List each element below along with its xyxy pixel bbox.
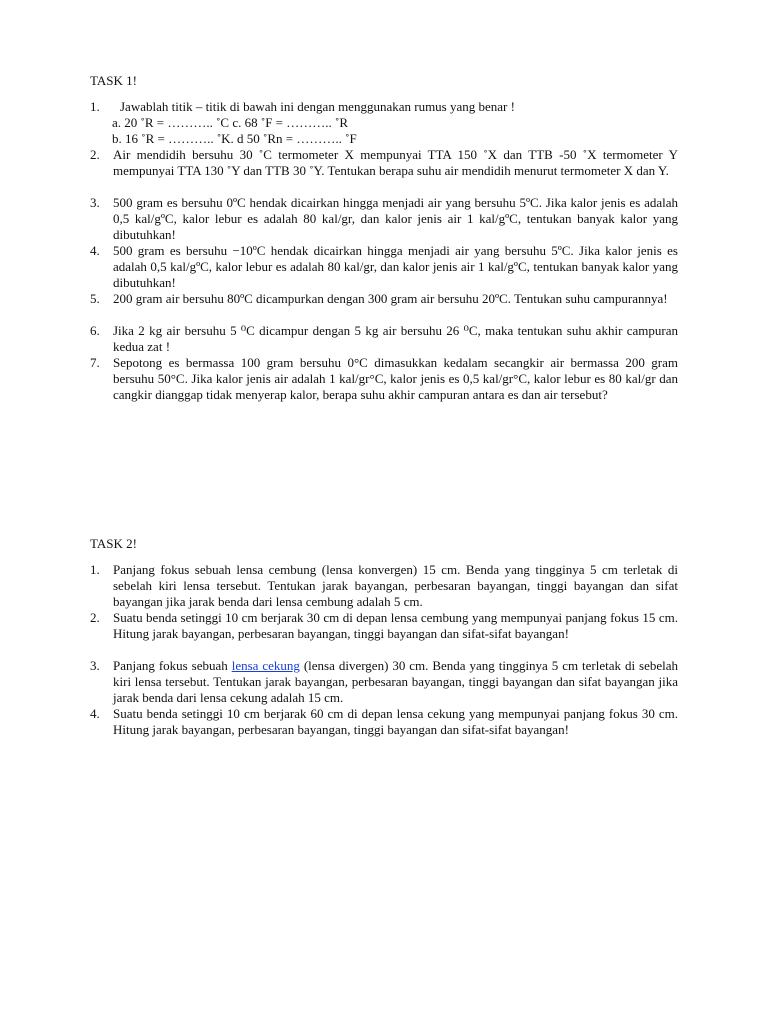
question-text: Jika 2 kg air bersuhu 5 ⁰C dicampur dengan 5 kg air bersuhu 26 ⁰C, maka tentukan suhu akhir campuran kedua zat !	[113, 323, 678, 354]
question-text: Jawablah titik – titik di bawah ini dengan menggunakan rumus yang benar !	[120, 99, 515, 114]
task1-q1-sub-b: b. 16 ˚R = ……….. ˚K. d 50 ˚Rn = ……….. ˚F	[112, 131, 357, 146]
task2-question-3	[90, 658, 678, 706]
question-number: 3.	[90, 195, 100, 210]
question-text-before-link: Panjang fokus sebuah	[113, 658, 232, 673]
question-number: 4.	[90, 243, 100, 258]
task2-question-2	[90, 610, 678, 642]
task1-q1-sub-a: a. 20 ˚R = ……….. ˚C c. 68 ˚F = ……….. ˚R	[112, 115, 349, 130]
question-number: 3.	[90, 658, 100, 673]
question-text: Suatu benda setinggi 10 cm berjarak 30 cm di depan lensa cembung yang mempunyai panjang fokus 15 cm. Hitung jarak bayangan, perbesaran bayangan, tinggi bayangan dan sifat-sifat bayangan!	[113, 610, 678, 641]
task1-question-4	[90, 243, 678, 291]
lensa-cekung-link[interactable]: lensa cekung	[231, 658, 300, 673]
task2-question-1	[90, 562, 678, 610]
question-number: 1.	[90, 99, 100, 114]
task1-question-5	[90, 291, 678, 307]
task2-question-4	[90, 706, 678, 738]
question-text	[113, 658, 678, 706]
question-text: Panjang fokus sebuah lensa cembung (lensa konvergen) 15 cm. Benda yang tingginya 5 cm terletak di sebelah kiri lensa tersebut. Tentukan jarak bayangan, perbesaran bayangan, tinggi bayangan dan sifat bayangan jika jarak benda dari lensa cembung adalah 5 cm.	[113, 562, 678, 609]
task1-question-1	[90, 99, 678, 115]
question-number: 2.	[90, 147, 100, 162]
question-text: Air mendidih bersuhu 30 ˚C termometer X mempunyai TTA 150 ˚X dan TTB -50 ˚X termometer Y mempunyai TTA 130 ˚Y dan TTB 30 ˚Y. Tentukan berapa suhu air mendidih menurut termometer X dan Y.	[113, 147, 678, 178]
question-number: 5.	[90, 291, 100, 306]
question-number: 1.	[90, 562, 100, 577]
question-text: Suatu benda setinggi 10 cm berjarak 60 cm di depan lensa cekung yang mempunyai panjang fokus 30 cm. Hitung jarak bayangan, perbesaran bayangan, tinggi bayangan dan sifat-sifat bayangan!	[113, 706, 678, 737]
question-text: 500 gram es bersuhu −10ºC hendak dicairkan hingga menjadi air yang bersuhu 5ºC. Jika kalor jenis es adalah 0,5 kal/gºC, kalor lebur es adalah 80 kal/gr, dan kalor jenis air 1 kal/gºC, tentukan banyak kalor yang dibutuhkan!	[113, 243, 678, 290]
question-text: Sepotong es bermassa 100 gram bersuhu 0°C dimasukkan kedalam secangkir air bermassa 200 gram bersuhu 50°C. Jika kalor jenis air adalah 1 kal/gr°C, kalor jenis es 0,5 kal/gr°C, kalor lebur es 80 kal/gr dan cangkir dianggap tidak menyerap kalor, berapa suhu akhir campuran antara es dan air tersebut?	[113, 355, 678, 402]
task2-title: TASK 2!	[90, 536, 137, 551]
question-text-after-link: (lensa divergen) 30 cm. Benda yang tingginya 5 cm terletak di sebelah kiri lensa tersebut. Tentukan jarak bayangan, perbesaran bayangan, tinggi bayangan dan sifat bayangan jika jarak benda dari lensa cekung adalah 15 cm.	[113, 658, 678, 705]
task1-question-7	[90, 355, 678, 403]
question-number: 2.	[90, 610, 100, 625]
task1-question-6	[90, 323, 678, 355]
question-number: 6.	[90, 323, 100, 338]
question-text: 200 gram air bersuhu 80ºC dicampurkan dengan 300 gram air bersuhu 20ºC. Tentukan suhu campurannya!	[113, 291, 668, 306]
question-text: 500 gram es bersuhu 0ºC hendak dicairkan hingga menjadi air yang bersuhu 5ºC. Jika kalor jenis es adalah 0,5 kal/gºC, kalor lebur es adalah 80 kal/gr, dan kalor jenis air 1 kal/gºC, tentukan banyak kalor yang dibutuhkan!	[113, 195, 678, 242]
question-number: 4.	[90, 706, 100, 721]
task1-question-2	[90, 147, 678, 179]
question-number: 7.	[90, 355, 100, 370]
task1-question-3	[90, 195, 678, 243]
task1-title: TASK 1!	[90, 73, 137, 88]
